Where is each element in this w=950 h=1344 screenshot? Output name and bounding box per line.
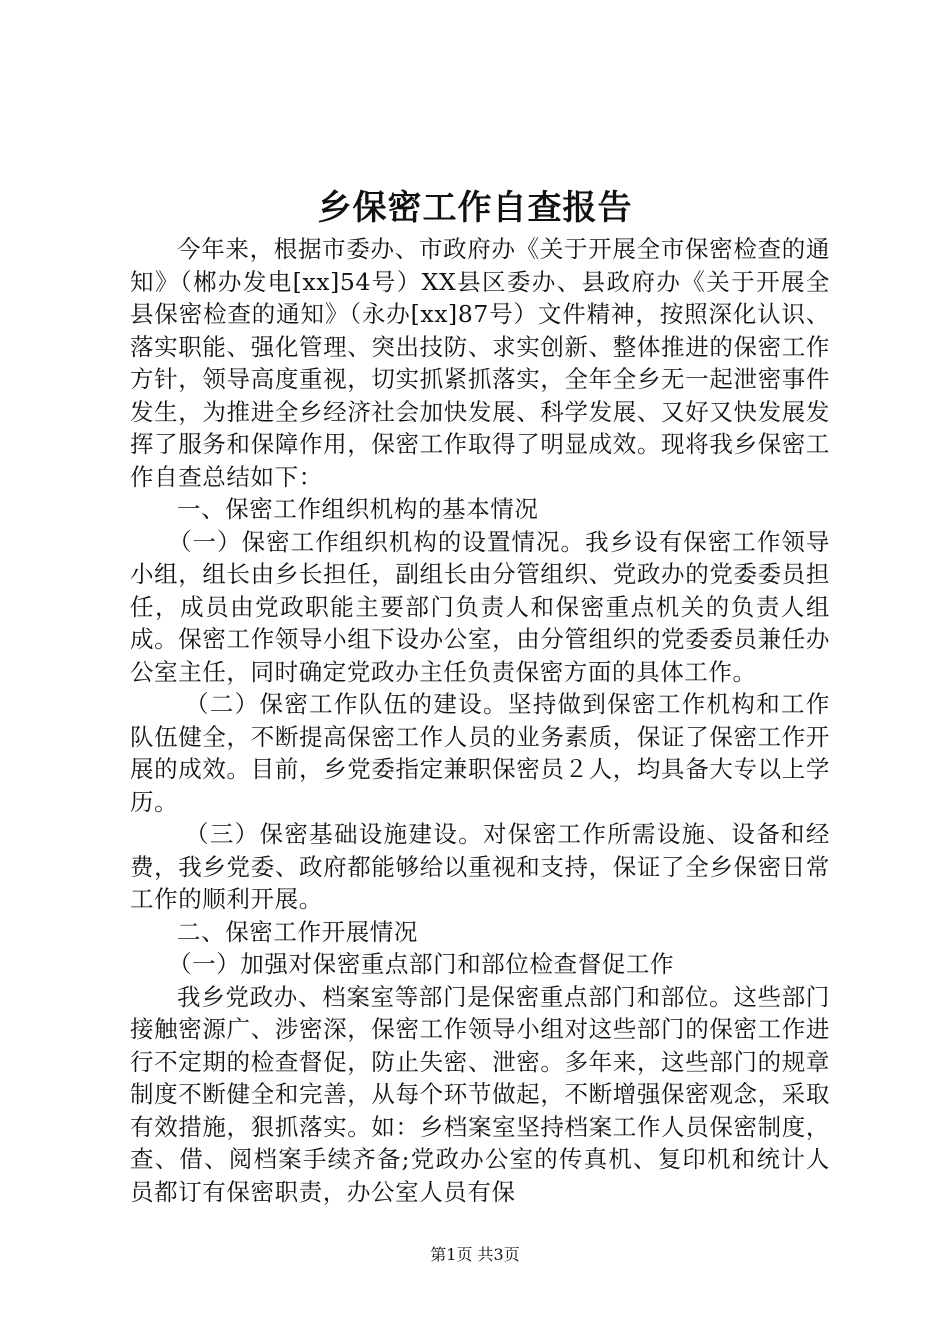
paragraph-intro: 今年来，根据市委办、市政府办《关于开展全市保密检查的通知》（郴办发电[xx]54号）XX县区委办、县政府办《关于开展全县保密检查的通知》（永办[xx]87号）文件精神，按照深化认识、落实职能、强化管理、突出技防、求实创新、整体推进的保密工作方针，领导高度重视，切实抓紧抓落实，全年全乡无一起泄密事件发生，为推进全乡经济社会加快发展、科学发展、又好又快发展发挥了服务和保障作用，保密工作取得了明显成效。现将我乡保密工作自查总结如下： xyxy=(130,235,830,491)
page-total: 共3页 xyxy=(477,1245,520,1264)
paragraph-infrastructure: （三）保密基础设施建设。对保密工作所需设施、设备和经费，我乡党委、政府都能够给以重视和支持，保证了全乡保密日常工作的顺利开展。 xyxy=(130,820,830,913)
paragraph-org-setup: （一）保密工作组织机构的设置情况。我乡设有保密工作领导小组，组长由乡长担任，副组长由分管组织、党政办的党委委员担任，成员由党政职能主要部门负责人和保密重点机关的负责人组成。保密工作领导小组下设办公室，由分管组织的党委委员兼任办公室主任，同时确定党政办主任负责保密方面的具体工作。 xyxy=(130,527,830,686)
page-footer xyxy=(0,1244,950,1266)
section-heading-1: 一、保密工作组织机构的基本情况 xyxy=(177,495,539,523)
section-heading-2: 二、保密工作开展情况 xyxy=(177,917,418,946)
paragraph-team-building: （二）保密工作队伍的建设。坚持做到保密工作机构和工作队伍健全，不断提高保密工作人员的业务素质，保证了保密工作开展的成效。目前，乡党委指定兼职保密员２人，均具备大专以上学历。 xyxy=(130,690,830,816)
page-number: 第1页 xyxy=(430,1245,473,1264)
document-body xyxy=(130,233,830,1208)
subsection-heading-inspection: （一）加强对保密重点部门和部位检查督促工作 xyxy=(168,950,675,978)
paragraph-key-departments: 我乡党政办、档案室等部门是保密重点部门和部位。这些部门接触密源广、涉密深，保密工作领导小组对这些部门的保密工作进行不定期的检查督促，防止失密、泄密。多年来，这些部门的规章制度不断健全和完善，从每个环节做起，不断增强保密观念，采取有效措施，狠抓落实。如：乡档案室坚持档案工作人员保密制度，查、借、阅档案手续齐备;党政办公室的传真机、复印机和统计人员都订有保密职责，办公室人员有保 xyxy=(130,982,830,1206)
document-title: 乡保密工作自查报告 xyxy=(317,188,633,228)
